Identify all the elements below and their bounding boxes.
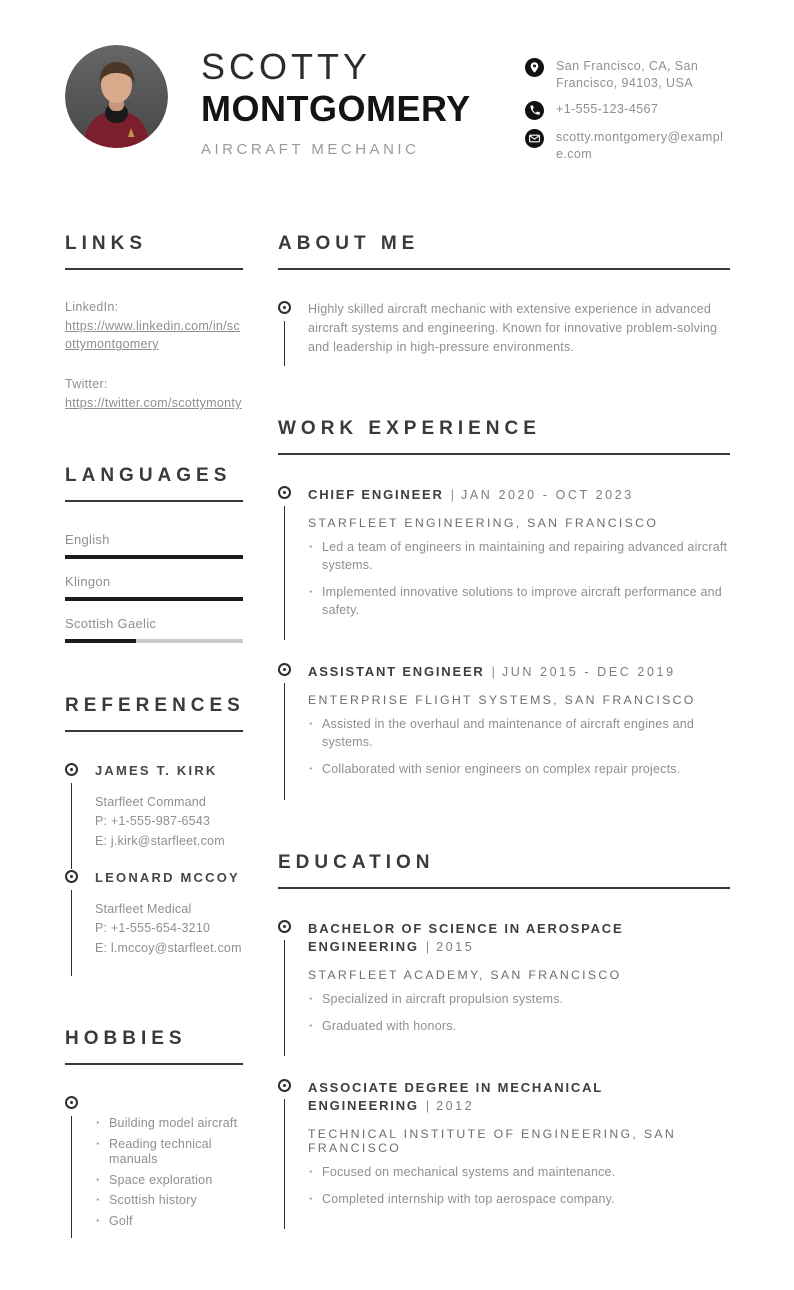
section-work-experience	[278, 418, 730, 800]
role-line	[308, 485, 730, 504]
reference-organization: Starfleet Command	[95, 793, 243, 812]
bullet-circle-icon	[278, 1079, 291, 1092]
reference-email: E: l.mccoy@starfleet.com	[95, 939, 243, 958]
bullet-circle-icon	[278, 486, 291, 499]
degree-year: 2012	[436, 1099, 474, 1113]
location-pin-icon	[525, 58, 544, 77]
work-entry	[278, 662, 730, 799]
section-links	[65, 233, 243, 413]
bullet-circle-icon	[65, 763, 78, 776]
contact-block	[525, 45, 730, 163]
reference-phone: P: +1-555-654-3210	[95, 919, 243, 938]
job-role: ASSISTANT ENGINEER	[308, 664, 485, 679]
timeline-marker	[278, 1078, 291, 1229]
content-columns	[65, 233, 730, 1290]
linkedin-link[interactable]: https://www.linkedin.com/in/scottymontgomery	[65, 317, 243, 355]
job-bullet: · Collaborated with senior engineers on complex repair projects.	[308, 760, 730, 778]
timeline-marker	[65, 762, 78, 869]
timeline-marker	[65, 869, 78, 976]
hobby-item: · Golf	[95, 1214, 243, 1230]
bullet-dot	[283, 306, 286, 309]
about-text: Highly skilled aircraft mechanic with extensive experience in advanced aircraft systems and engineering. Known for innovative problem-solving and leadership in high-pressure environments.	[308, 300, 730, 366]
contact-location: San Francisco, CA, San Francisco, 94103, USA	[556, 58, 730, 92]
reference-name: JAMES T. KIRK	[95, 762, 243, 778]
degree-year-separator: |	[426, 940, 429, 954]
job-dates: JUN 2015 - DEC 2019	[502, 665, 676, 679]
role-date-separator: |	[492, 665, 495, 679]
timeline-line	[284, 940, 285, 1056]
phone-icon	[525, 101, 544, 120]
degree-name: ASSOCIATE DEGREE IN MECHANICAL ENGINEERING	[308, 1080, 603, 1113]
twitter-link[interactable]: https://twitter.com/scottymonty	[65, 394, 243, 413]
degree-line	[308, 919, 730, 956]
avatar	[65, 45, 168, 148]
hobby-list	[95, 1116, 243, 1238]
company-name: STARFLEET ENGINEERING, SAN FRANCISCO	[308, 516, 730, 530]
hobby-item: · Space exploration	[95, 1173, 243, 1189]
language-level-bar	[65, 639, 243, 643]
language-level-bar	[65, 555, 243, 559]
contact-phone: +1-555-123-4567	[556, 101, 658, 118]
contact-email: scotty.montgomery@example.com	[556, 129, 730, 163]
avatar-photo-illustration	[65, 45, 168, 148]
timeline-line	[284, 506, 285, 641]
hobby-item: · Reading technical manuals	[95, 1137, 243, 1168]
hobbies-entry	[65, 1095, 243, 1238]
language-item	[65, 574, 243, 601]
bullet-dot	[283, 1084, 286, 1087]
job-bullet-list	[308, 715, 730, 778]
education-bullet-list	[308, 990, 730, 1035]
education-bullet: · Focused on mechanical systems and maintenance.	[308, 1163, 730, 1181]
language-name: Klingon	[65, 574, 243, 589]
job-title: AIRCRAFT MECHANIC	[201, 141, 506, 158]
language-item	[65, 532, 243, 559]
reference-entry	[65, 762, 243, 869]
reference-email: E: j.kirk@starfleet.com	[95, 832, 243, 851]
about-entry	[278, 300, 730, 366]
timeline-marker	[65, 1095, 78, 1238]
link-item-linkedin	[65, 300, 243, 355]
bullet-circle-icon	[278, 301, 291, 314]
first-name: SCOTTY	[201, 48, 506, 86]
language-level-bar	[65, 597, 243, 601]
job-dates: JAN 2020 - OCT 2023	[461, 488, 634, 502]
timeline-line	[71, 1116, 72, 1238]
bullet-circle-icon	[278, 663, 291, 676]
company-name: ENTERPRISE FLIGHT SYSTEMS, SAN FRANCISCO	[308, 693, 730, 707]
education-entry	[278, 1078, 730, 1229]
role-line	[308, 662, 730, 681]
language-name: Scottish Gaelic	[65, 616, 243, 631]
bullet-circle-icon	[65, 1096, 78, 1109]
name-block	[201, 45, 506, 158]
bullet-dot	[70, 875, 73, 878]
job-bullet-list	[308, 538, 730, 620]
timeline-line	[284, 1099, 285, 1229]
bullet-dot	[283, 925, 286, 928]
bullet-dot	[283, 668, 286, 671]
job-bullet: · Assisted in the overhaul and maintenance of aircraft engines and systems.	[308, 715, 730, 751]
job-role: CHIEF ENGINEER	[308, 487, 444, 502]
reference-phone: P: +1-555-987-6543	[95, 812, 243, 831]
section-languages	[65, 465, 243, 643]
main-column	[278, 233, 730, 1290]
timeline-line	[71, 783, 72, 869]
section-education	[278, 852, 730, 1230]
last-name: MONTGOMERY	[201, 89, 506, 129]
contact-location-row	[525, 58, 730, 92]
language-level-fill	[65, 639, 136, 643]
link-label: Twitter:	[65, 377, 243, 391]
section-references	[65, 695, 243, 976]
languages-title: LANGUAGES	[65, 465, 243, 502]
section-about	[278, 233, 730, 366]
timeline-line	[284, 321, 285, 366]
timeline-marker	[278, 919, 291, 1056]
education-bullet: · Graduated with honors.	[308, 1017, 730, 1035]
timeline-line	[284, 683, 285, 799]
degree-year-separator: |	[426, 1099, 429, 1113]
reference-details	[95, 793, 243, 851]
bullet-dot	[70, 1101, 73, 1104]
school-name: STARFLEET ACADEMY, SAN FRANCISCO	[308, 968, 730, 982]
references-title: REFERENCES	[65, 695, 243, 732]
education-bullet: · Specialized in aircraft propulsion systems.	[308, 990, 730, 1008]
work-entry	[278, 485, 730, 641]
header	[65, 45, 730, 163]
school-name: TECHNICAL INSTITUTE OF ENGINEERING, SAN FRANCISCO	[308, 1127, 730, 1155]
timeline-line	[71, 890, 72, 976]
job-bullet: · Led a team of engineers in maintaining and repairing advanced aircraft systems.	[308, 538, 730, 574]
sidebar-column	[65, 233, 243, 1290]
section-hobbies	[65, 1028, 243, 1238]
timeline-marker	[278, 485, 291, 641]
hobby-item: · Scottish history	[95, 1193, 243, 1209]
language-level-fill	[65, 597, 243, 601]
education-entry	[278, 919, 730, 1056]
job-bullet: · Implemented innovative solutions to improve aircraft performance and safety.	[308, 583, 730, 619]
hobbies-title: HOBBIES	[65, 1028, 243, 1065]
reference-organization: Starfleet Medical	[95, 900, 243, 919]
hobby-item: · Building model aircraft	[95, 1116, 243, 1132]
degree-year: 2015	[436, 940, 474, 954]
degree-name: BACHELOR OF SCIENCE IN AEROSPACE ENGINEERING	[308, 921, 623, 954]
reference-entry	[65, 869, 243, 976]
email-envelope-icon	[525, 129, 544, 148]
about-title: ABOUT ME	[278, 233, 730, 270]
timeline-marker	[278, 300, 291, 366]
bullet-circle-icon	[278, 920, 291, 933]
work-experience-title: WORK EXPERIENCE	[278, 418, 730, 455]
link-item-twitter	[65, 377, 243, 413]
language-item	[65, 616, 243, 643]
bullet-dot	[70, 768, 73, 771]
reference-details	[95, 900, 243, 958]
contact-email-row	[525, 129, 730, 163]
bullet-dot	[283, 491, 286, 494]
role-date-separator: |	[451, 488, 454, 502]
language-level-fill	[65, 555, 243, 559]
link-label: LinkedIn:	[65, 300, 243, 314]
reference-name: LEONARD MCCOY	[95, 869, 243, 885]
bullet-circle-icon	[65, 870, 78, 883]
education-title: EDUCATION	[278, 852, 730, 889]
timeline-marker	[278, 662, 291, 799]
education-bullet-list	[308, 1163, 730, 1208]
language-name: English	[65, 532, 243, 547]
links-title: LINKS	[65, 233, 243, 270]
degree-line	[308, 1078, 730, 1115]
contact-phone-row	[525, 101, 730, 120]
education-bullet: · Completed internship with top aerospace company.	[308, 1190, 730, 1208]
